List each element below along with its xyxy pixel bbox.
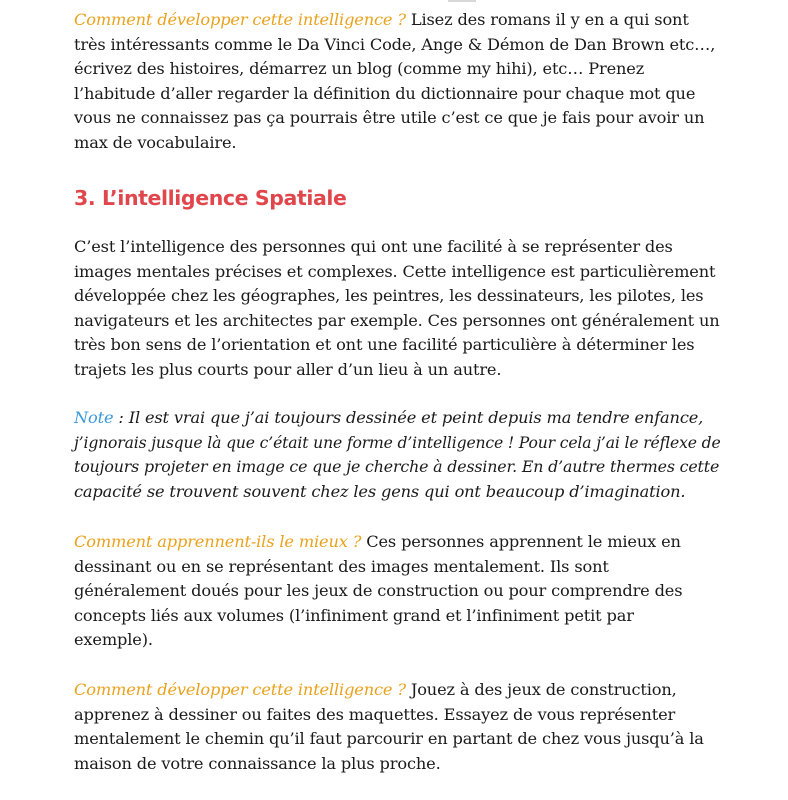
lead-question: Comment apprennent-ils le mieux ? xyxy=(74,532,362,551)
paragraph-line: Comment apprennent-ils le mieux ? Ces personnes apprennent le mieux en xyxy=(74,532,681,551)
lead-question: Comment développer cette intelligence ? xyxy=(74,680,406,699)
paragraph-line: exemple). xyxy=(74,630,153,649)
paragraph-line: Comment développer cette intelligence ? Lisez des romans il y en a qui sont xyxy=(74,10,689,29)
paragraph-line: l’habitude d’aller regarder la définition du dictionnaire pour chaque mot que xyxy=(74,83,696,103)
paragraph-line: dessinant ou en se représentant des images mentalement. Ils sont xyxy=(74,556,609,576)
paragraph-how-they-learn xyxy=(74,530,724,653)
paragraph-line: très bon sens de l’orientation et ont une facilité particulière à déterminer les xyxy=(74,335,695,354)
paragraph-line: Note : Il est vrai que j’ai toujours dessinée et peint depuis ma tendre enfance, xyxy=(74,408,704,427)
paragraph-line: images mentales précises et complexes. Cette intelligence est particulièrement xyxy=(74,261,716,281)
paragraph-line: très intéressants comme le Da Vinci Code, Ange & Démon de Dan Brown etc…, xyxy=(74,34,716,54)
lead-question: Comment développer cette intelligence ? xyxy=(74,10,406,29)
paragraph-line: Comment développer cette intelligence ? Jouez à des jeux de construction, xyxy=(74,680,677,699)
paragraph-develop-linguistic xyxy=(74,8,724,155)
paragraph-line: concepts liés aux volumes (l’infiniment grand et l’infiniment petit par xyxy=(74,605,634,625)
paragraph-line: C’est l’intelligence des personnes qui ont une facilité à se représenter des xyxy=(74,237,673,256)
paragraph-line: capacité se trouvent souvent chez les gens qui ont beaucoup d’imagination. xyxy=(74,481,686,501)
paragraph-line: trajets les plus courts pour aller d’un lieu à un autre. xyxy=(74,359,502,379)
paragraph-line: maison de votre connaissance la plus proche. xyxy=(74,753,441,773)
paragraph-line: vous ne connaissez pas ça pourrais être utile c’est ce que je fais pour avoir un xyxy=(74,108,705,127)
paragraph-note xyxy=(74,406,724,504)
section-heading-spatial: 3. L’intelligence Spatiale xyxy=(74,186,347,210)
paragraph-line: développée chez les géographes, les peintres, les dessinateurs, les pilotes, les xyxy=(74,286,704,305)
paragraph-line: toujours projeter en image ce que je cherche à dessiner. En d’autre thermes cette xyxy=(74,457,720,476)
paragraph-line: apprenez à dessiner ou faites des maquettes. Essayez de vous représenter xyxy=(74,704,676,724)
paragraph-line: j’ignorais jusque là que c’était une forme d’intelligence ! Pour cela j’ai le réflexe de xyxy=(74,433,721,452)
note-label: Note xyxy=(74,408,114,427)
paragraph-line: mentalement le chemin qu’il faut parcourir en partant de chez vous jusqu’à la xyxy=(74,729,704,748)
paragraph-spatial-definition xyxy=(74,235,724,382)
paragraph-line: généralement doués pour les jeux de construction ou pour comprendre des xyxy=(74,581,683,600)
paragraph-line: max de vocabulaire. xyxy=(74,132,237,152)
paragraph-develop-spatial xyxy=(74,678,724,776)
paragraph-line: navigateurs et les architectes par exemple. Ces personnes ont généralement un xyxy=(74,310,720,330)
top-divider xyxy=(448,0,476,2)
paragraph-line: écrivez des histoires, démarrez un blog (comme my hihi), etc… Prenez xyxy=(74,59,645,78)
